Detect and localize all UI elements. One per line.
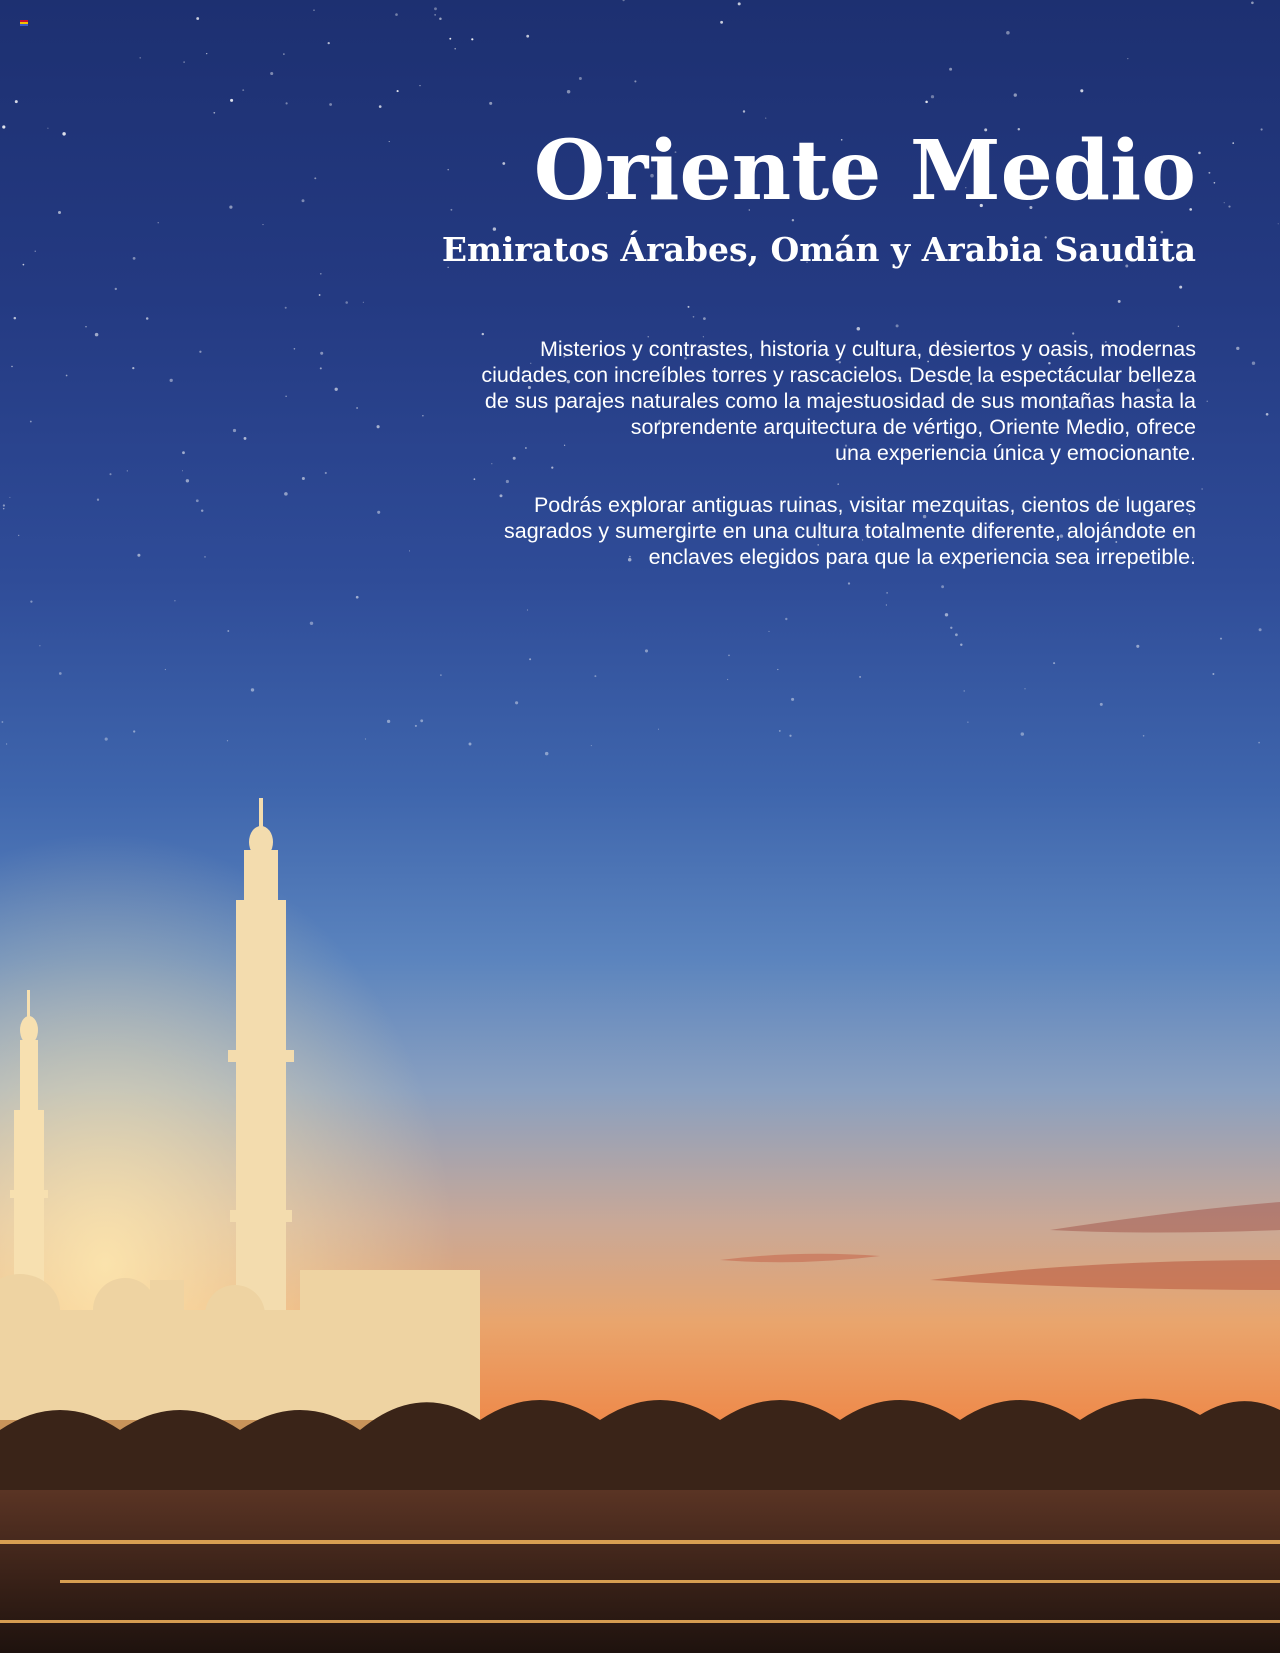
star <box>594 675 596 677</box>
star <box>62 132 65 135</box>
paragraph-line: una experiencia única y emocionante. <box>835 441 1196 465</box>
star <box>434 14 435 15</box>
star <box>1100 703 1103 706</box>
star <box>227 630 229 632</box>
star <box>1266 413 1269 416</box>
star <box>526 35 529 38</box>
star <box>1214 182 1216 184</box>
star <box>320 273 322 275</box>
star <box>567 90 570 93</box>
star <box>693 316 695 318</box>
star <box>395 13 398 16</box>
cloud <box>930 1260 1280 1290</box>
star <box>39 645 40 646</box>
star <box>174 600 175 601</box>
star <box>1232 142 1234 144</box>
star <box>515 701 518 704</box>
star <box>634 80 636 82</box>
star <box>950 627 952 629</box>
star <box>645 649 648 652</box>
star <box>703 317 706 320</box>
star <box>389 141 390 142</box>
star <box>35 251 36 252</box>
star <box>434 7 437 10</box>
star <box>302 199 305 202</box>
star <box>1072 332 1074 334</box>
star <box>251 688 254 691</box>
star <box>1212 673 1214 675</box>
star <box>66 375 68 377</box>
star <box>30 600 32 602</box>
page-subtitle: Emiratos Árabes, Omán y Arabia Saudita <box>441 230 1196 269</box>
star <box>320 367 322 369</box>
star <box>1251 1 1254 4</box>
star <box>469 743 472 746</box>
star <box>85 326 86 327</box>
star <box>789 735 791 737</box>
star <box>230 99 233 102</box>
star <box>1236 347 1239 350</box>
star <box>283 53 284 54</box>
star <box>139 57 140 58</box>
star <box>896 324 899 327</box>
star <box>506 480 509 483</box>
star <box>502 162 505 165</box>
star <box>529 658 531 660</box>
star <box>319 294 321 296</box>
star <box>227 740 228 741</box>
star <box>471 38 473 40</box>
paragraph-line: Misterios y contrastes, historia y cultura, desiertos y oasis, modernas <box>539 337 1196 361</box>
star <box>329 103 332 106</box>
star <box>199 351 201 353</box>
star <box>886 592 888 594</box>
star <box>2 125 5 128</box>
star <box>727 679 728 680</box>
star <box>314 177 316 179</box>
star <box>449 38 451 40</box>
star <box>527 609 528 610</box>
star <box>1127 58 1128 59</box>
star <box>1053 662 1055 664</box>
star <box>285 307 287 309</box>
star <box>1224 202 1225 203</box>
star <box>127 470 128 471</box>
star <box>284 492 288 496</box>
star <box>137 554 140 557</box>
star <box>1080 89 1083 92</box>
star <box>328 42 330 44</box>
star <box>419 85 420 86</box>
star <box>551 467 553 469</box>
star <box>848 582 850 584</box>
star <box>1207 401 1208 402</box>
star <box>857 327 861 331</box>
star <box>47 128 48 129</box>
paragraph-line: sagrados y sumergirte en una cultura totalmente diferente, alojándote en <box>503 519 1196 543</box>
star <box>387 720 390 723</box>
star <box>9 497 10 498</box>
star <box>170 379 173 382</box>
star <box>3 508 5 510</box>
star <box>229 206 232 209</box>
star <box>58 211 61 214</box>
paragraph-line: de sus parajes naturales como la majestuosidad de sus montañas hasta la <box>484 389 1196 413</box>
star <box>450 209 452 211</box>
star <box>859 676 861 678</box>
flag-icon <box>20 20 28 26</box>
star <box>310 622 313 625</box>
star <box>356 596 359 599</box>
star <box>1 721 3 723</box>
star <box>18 535 19 536</box>
star <box>454 48 456 50</box>
star <box>1179 286 1182 289</box>
star <box>728 655 730 657</box>
star <box>768 631 769 632</box>
star <box>967 721 968 722</box>
star <box>345 301 348 304</box>
paragraph-line: ciudades con increíbles torres y rascacielos. Desde la espectácular belleza <box>481 363 1196 387</box>
star <box>440 674 442 676</box>
star <box>738 2 741 5</box>
star <box>1178 326 1179 327</box>
star <box>623 0 625 1</box>
star <box>15 100 18 103</box>
star <box>286 102 288 104</box>
paragraph-line: enclaves elegidos para que la experiencia sea irrepetible. <box>648 545 1196 569</box>
star <box>11 366 12 367</box>
star <box>397 90 399 92</box>
star <box>133 730 135 732</box>
star <box>356 407 358 409</box>
cloud <box>1050 1202 1280 1233</box>
star <box>196 499 199 502</box>
star <box>420 719 423 722</box>
star <box>447 169 449 171</box>
star <box>158 222 159 223</box>
star <box>658 729 659 730</box>
star <box>688 306 690 308</box>
star <box>201 509 203 511</box>
star <box>313 10 314 11</box>
star <box>294 348 296 350</box>
star <box>270 72 273 75</box>
star <box>482 333 484 335</box>
star <box>945 613 948 616</box>
star <box>1024 688 1025 689</box>
star <box>186 479 189 482</box>
star <box>743 110 745 112</box>
star <box>1252 362 1255 365</box>
star <box>1006 31 1010 35</box>
page-title: Oriente Medio <box>533 123 1196 219</box>
star <box>1118 300 1121 303</box>
star <box>1261 128 1263 130</box>
star <box>1220 638 1222 640</box>
star <box>886 604 887 605</box>
star <box>105 738 108 741</box>
star <box>545 752 548 755</box>
star <box>244 437 247 440</box>
star <box>6 743 7 744</box>
star <box>335 388 338 391</box>
star <box>415 725 417 727</box>
star <box>320 352 323 355</box>
paragraph-line: sorprendente arquitectura de vértigo, Oriente Medio, ofrece <box>630 415 1196 439</box>
star <box>242 89 244 91</box>
star <box>213 112 215 114</box>
star <box>955 633 958 636</box>
mosque-scene-illustration <box>0 790 1280 1653</box>
star <box>1201 488 1202 489</box>
star <box>97 499 99 501</box>
star <box>1136 645 1139 648</box>
star <box>777 669 778 670</box>
star <box>964 690 965 691</box>
star <box>720 21 723 24</box>
star <box>59 672 62 675</box>
star <box>183 61 184 62</box>
cloud <box>720 1254 880 1263</box>
ground <box>0 1490 1280 1653</box>
star <box>1014 93 1017 96</box>
star <box>1259 628 1262 631</box>
star <box>325 472 327 474</box>
star <box>165 669 166 670</box>
star <box>302 477 305 480</box>
star <box>379 105 382 108</box>
star <box>182 451 185 454</box>
star <box>363 302 364 303</box>
star <box>1208 172 1210 174</box>
star <box>1228 206 1230 208</box>
star <box>925 101 928 104</box>
star <box>785 618 787 620</box>
star <box>1258 742 1260 744</box>
star <box>365 738 366 739</box>
star <box>837 483 839 485</box>
star <box>1143 735 1145 737</box>
star <box>285 396 286 397</box>
star <box>591 745 592 746</box>
star <box>262 224 263 225</box>
star <box>439 18 442 21</box>
star <box>1021 732 1024 735</box>
star <box>1278 223 1279 224</box>
star <box>489 102 492 105</box>
intro-paragraph-2 <box>366 492 1196 570</box>
star <box>133 257 136 260</box>
star <box>949 68 952 71</box>
star <box>95 333 99 337</box>
star <box>204 556 205 557</box>
star <box>931 95 934 98</box>
star <box>132 367 134 369</box>
star <box>30 421 32 423</box>
star <box>115 288 117 290</box>
star <box>206 53 207 54</box>
star <box>14 317 17 320</box>
star <box>779 730 781 732</box>
intro-paragraph-1 <box>366 336 1196 466</box>
star <box>182 470 183 471</box>
paragraph-line: Podrás explorar antiguas ruinas, visitar mezquitas, cientos de lugares <box>533 493 1196 517</box>
star <box>941 585 944 588</box>
star <box>791 698 794 701</box>
star <box>146 317 149 320</box>
star <box>23 264 25 266</box>
star <box>233 429 236 432</box>
star <box>960 643 962 645</box>
star <box>579 77 582 80</box>
star <box>3 504 5 506</box>
star <box>109 473 111 475</box>
star <box>474 478 476 480</box>
star <box>1198 152 1201 155</box>
star <box>196 17 199 20</box>
